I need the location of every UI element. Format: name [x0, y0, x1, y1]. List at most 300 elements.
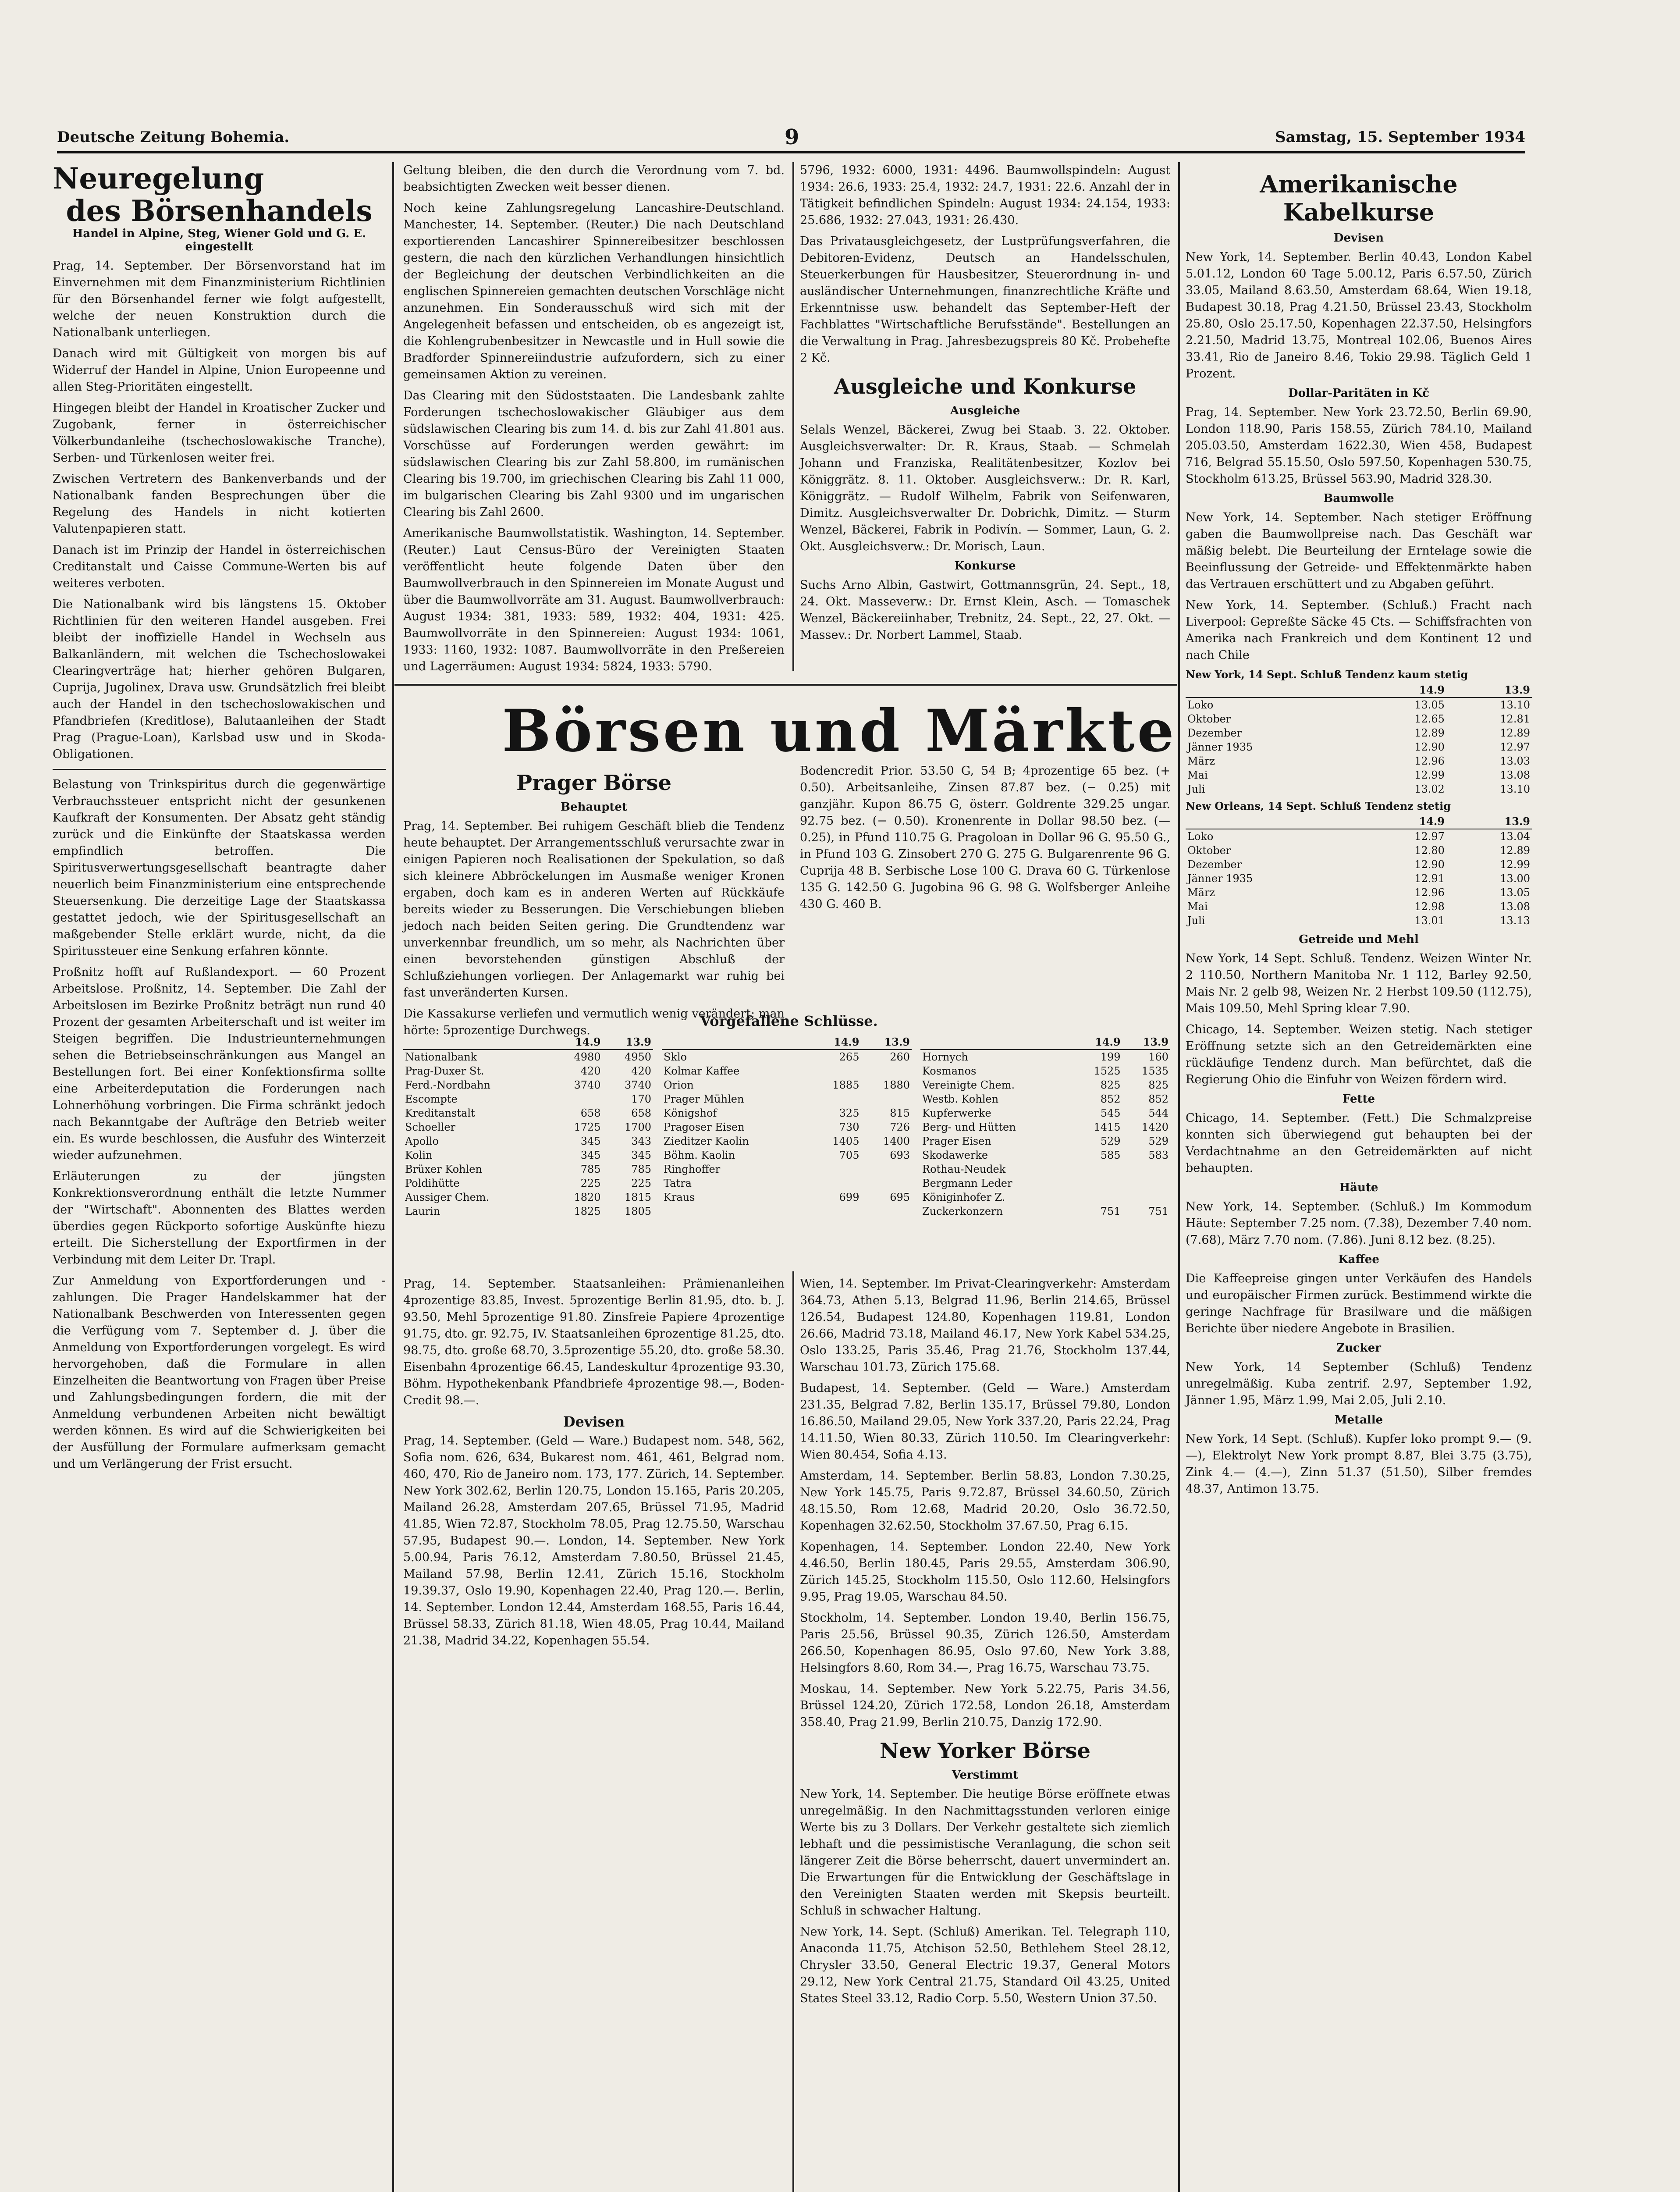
table-cell: 1420	[1141, 1121, 1169, 1133]
paragraph: Prag, 14. September. Staatsanleihen: Prämienanleihen 4prozentige 83.85, Invest. 5prozentige Berlin 81.95, dto. b. J. 93.50, Mehl 5prozentige 91.80. Zinsfreie Papiere 4prozentige 91.75, dto. gr. 92.75, IV. Staatsanleihen 6prozentige 81.25, dto. 98.75, dto. große 68.70, 3.5prozentige 55.20, dto. große 58.30. Eisenbahn 4prozentige 66.45, Landeskultur 4prozentige 93.30, Böhm. Hypothekenbank Pfandbriefe 4prozentige 98.—, Boden-Credit 98.—.	[403, 1277, 785, 1407]
table-row	[662, 1092, 912, 1106]
table-row	[403, 1190, 653, 1204]
table-header: 13.9	[603, 1035, 653, 1050]
table-row	[1186, 782, 1532, 796]
table-cell: Oktober	[1187, 844, 1231, 857]
table-cell: 1885	[832, 1079, 860, 1091]
table-cell: Berg- und Hütten	[922, 1121, 1016, 1133]
table-cell: 583	[1148, 1149, 1169, 1161]
table-cell: 12.98	[1414, 900, 1445, 913]
table-row	[920, 1134, 1170, 1148]
table-cell: 1700	[624, 1121, 651, 1133]
table-cell: 726	[890, 1121, 910, 1133]
paragraph: Prag, 14. September. New York 23.72.50, Berlin 69.90, London 118.90, Paris 158.55, Zürich 784.10, Mailand 205.03.50, Amsterdam 1622.30, Wien 458, Budapest 716, Belgrad 55.15.50, Oslo 597.50, Kopenhagen 530.75, Stockholm 613.25, Brüssel 563.90, Madrid 328.30.	[1186, 406, 1532, 486]
table-cell: 825	[1148, 1079, 1169, 1091]
table-row	[662, 1190, 912, 1204]
table-cell: 12.97	[1414, 830, 1445, 843]
table-cell: Kolin	[405, 1149, 433, 1161]
column-rule	[792, 1271, 794, 2192]
column-1	[53, 162, 386, 2192]
table-row	[403, 1120, 653, 1134]
table-cell: Ferd.-Nordbahn	[405, 1079, 490, 1091]
table-row	[1186, 858, 1532, 872]
section-rule	[394, 684, 1177, 686]
table-cell: 12.96	[1414, 886, 1445, 899]
table-cell: 12.89	[1414, 727, 1445, 739]
table-cell: 170	[631, 1093, 651, 1105]
table-cell: Hornych	[922, 1051, 968, 1063]
table-cell: 13.10	[1500, 783, 1530, 795]
table-cell: 345	[631, 1149, 651, 1161]
table-header: 14.9	[810, 1035, 861, 1050]
table-cell: 13.08	[1500, 769, 1530, 781]
kabelkurse-title: Amerikanische Kabelkurse	[1260, 170, 1458, 226]
table-cell: 12.97	[1500, 741, 1530, 753]
table-cell: 12.81	[1500, 713, 1530, 725]
table-cell: 529	[1100, 1135, 1121, 1147]
paragraph: Prag, 14. September. Bei ruhigem Geschäft blieb die Tendenz heute behauptet. Der Arrangementsschluß verursachte zwar in einigen Papieren noch Realisationen der Spekulation, so daß sich kleinere Abbröckelungen im Ausmaße weniger Kronen ergaben, doch kam es in anderen Werten auf Rückkäufe bereits wieder zu Besserungen. Die Verschiebungen blieben jedoch nach beiden Seiten gering. Die Grundtendenz war unverkennbar freundlich, um so mehr, als Nachrichten über einen bevorstehenden günstigen Abschluß der Schlußziehungen vorliegen. Der Anlagemarkt war ruhig bei fast unveränderten Kursen.	[403, 819, 785, 1000]
paragraph: Wien, 14. September. Im Privat-Clearingverkehr: Amsterdam 364.73, Athen 5.13, Belgrad 11.96, Berlin 214.65, Brüssel 126.54, Budapest 124.80, Kopenhagen 119.81, London 26.66, Madrid 73.18, Mailand 46.17, New York Kabel 534.25, Oslo 133.25, Paris 35.46, Prag 21.76, Stockholm 137.44, Warschau 101.73, Zürich 175.68.	[800, 1277, 1170, 1374]
table-cell: 705	[839, 1149, 860, 1161]
schluesse-section	[403, 1008, 1175, 1271]
table-cell: Königshof	[664, 1107, 717, 1119]
prager-boerse	[403, 763, 785, 1037]
table-row	[920, 1176, 1170, 1190]
table-cell: 1535	[1141, 1065, 1169, 1077]
table-cell: 1725	[574, 1121, 601, 1133]
table-cell: Kraus	[664, 1191, 695, 1203]
table-cell: Jänner 1935	[1187, 741, 1253, 753]
table-row	[1186, 754, 1532, 768]
getreide-subtitle: Getreide und Mehl	[1299, 933, 1419, 946]
table-row	[920, 1204, 1170, 1218]
table-cell: Brüxer Kohlen	[405, 1163, 482, 1175]
table-cell: 12.80	[1414, 844, 1445, 857]
table-row	[1186, 726, 1532, 740]
table-cell: 325	[839, 1107, 860, 1119]
table-row	[403, 1148, 653, 1162]
table-row	[403, 1078, 653, 1092]
paragraph: Chicago, 14. September. (Fett.) Die Schmalzpreise konnten sich überwiegend gut behaupten bei der Verdachtnahme an den Getreidemärkten auf nicht behaupten.	[1186, 1111, 1532, 1175]
table-row	[920, 1190, 1170, 1204]
table-cell: 658	[631, 1107, 651, 1119]
table-cell: Mai	[1187, 900, 1208, 913]
table-cell: 13.03	[1500, 755, 1530, 767]
table-cell: Vereinigte Chem.	[922, 1079, 1015, 1091]
table-row	[1186, 900, 1532, 914]
table-row	[920, 1092, 1170, 1106]
table-header: 14.9	[1074, 1035, 1122, 1050]
table-cell: Oktober	[1187, 713, 1231, 725]
table-cell: 12.96	[1414, 755, 1445, 767]
ny-boerse-title: New Yorker Börse	[879, 1739, 1091, 1763]
paragraph: Suchs Arno Albin, Gastwirt, Gottmannsgrün, 24. Sept., 18, 24. Okt. Masseverw.: Dr. Ernst Klein, Asch. — Tomaschek Wenzel, Bäckereiinhaber, Trebnitz, 24. Sept., 22, 27. Okt. — Massev.: Dr. Norbert Lammel, Staab.	[800, 578, 1170, 642]
paragraph: Die Kaffeepreise gingen unter Verkäufen des Handels und europäischer Firmen zurück. Bestimmend wirkte die geringe Nachfrage für Brasilware und die mäßigen Berichte über niedere Angebote in Brasilien.	[1186, 1272, 1532, 1335]
table-cell: 13.13	[1500, 915, 1530, 927]
paragraph: Amsterdam, 14. September. Berlin 58.83, London 7.30.25, New York 145.75, Paris 9.72.87, Brüssel 34.60.50, Zürich 48.15.50, Rom 12.68, Madrid 20.20, Oslo 36.72.50, Kopenhagen 32.62.50, Stockholm 37.67.50, Prag 6.15.	[800, 1469, 1170, 1533]
table-row	[920, 1050, 1170, 1064]
table-row	[920, 1078, 1170, 1092]
table-cell: 1820	[574, 1191, 601, 1203]
paragraph: Erläuterungen zu der jüngsten Konkrektionsverordnung enthält die letzte Nummer der "Wirtschaft". Abonnenten des Blattes werden überdies gegen Rückporto sofortige Auskünfte hiezu erteilt. Die Sicherstellung der Exportfirmen in der Verbindung mit dem Leiter Dr. Trapl.	[53, 1170, 386, 1267]
schluesse-table-mid	[662, 1035, 912, 1204]
table-header	[662, 1035, 810, 1050]
table-row	[920, 1064, 1170, 1078]
table-row	[1186, 843, 1532, 858]
table-row	[920, 1120, 1170, 1134]
table-cell: Kreditanstalt	[405, 1107, 475, 1119]
ausgleiche-subtitle: Ausgleiche	[950, 404, 1020, 417]
table-cell: Dezember	[1187, 858, 1242, 871]
paragraph: Zur Anmeldung von Exportforderungen und -zahlungen. Die Prager Handelskammer hat der Nationalbank Beschwerden von Interessenten gegen die Verfügung vom 7. September d. J. über die Anmeldung von Exportforderungen vorgelegt. Es wird hervorgehoben, daß die Formulare in allen Einzelheiten die Beantwortung von Fragen über Preise und Zahlungsbedingungen fordern, die mit der Anmeldung verbundenen Arbeiten nicht bewältigt werden können. Es wird auf die Schwierigkeiten bei der Ausfüllung der Formulare aufmerksam gemacht und um Verlängerung der Frist ersucht.	[53, 1274, 386, 1471]
table-cell: 544	[1148, 1107, 1169, 1119]
paragraph: Prag, 14. September. Der Börsenvorstand hat im Einvernehmen mit dem Finanzministerium Richtlinien für den Börsenhandel ferner wie folgt aufgestellt, welche der neuen Konstruktion durch die Nationalbank unterliegen.	[53, 259, 386, 339]
table-cell: 13.05	[1500, 886, 1530, 899]
zucker-subtitle: Zucker	[1336, 1342, 1381, 1355]
paragraph: New York, 14. September. Berlin 40.43, London Kabel 5.01.12, London 60 Tage 5.00.12, Paris 6.57.50, Zürich 33.05, Mailand 8.63.50, Amsterdam 68.64, Wien 19.18, Budapest 30.18, Prag 4.21.50, Brüssel 23.43, Stockholm 25.80, Oslo 25.17.50, Kopenhagen 22.37.50, Helsingfors 2.21.50, Madrid 13.75, Montreal 102.06, Buenos Aires 33.41, Rio de Janeiro 8.46, Tokio 29.98. Täglich Geld 1 Prozent.	[1186, 250, 1532, 381]
table-header: 13.9	[861, 1035, 912, 1050]
table-cell: 4980	[574, 1051, 601, 1063]
table-row	[662, 1148, 912, 1162]
table-cell: 12.90	[1414, 741, 1445, 753]
table-cell: 345	[580, 1135, 601, 1147]
table-row	[403, 1050, 653, 1064]
fette-subtitle: Fette	[1342, 1092, 1375, 1106]
table-cell: Bergmann Leder	[922, 1177, 1012, 1189]
paragraph: Budapest, 14. September. (Geld — Ware.) Amsterdam 231.35, Belgrad 7.82, Berlin 135.17, Brüssel 79.80, London 16.86.50, Mailand 29.05, New York 337.20, Paris 22.24, Prag 14.11.50, Wien 80.33, Zürich 110.50. Im Clearingverkehr: Wien 80.454, Sofia 4.13.	[800, 1381, 1170, 1462]
column-3-lower	[800, 1276, 1170, 2192]
table-cell: 785	[580, 1163, 601, 1175]
table-cell	[1074, 1162, 1122, 1176]
issue-date: Samstag, 15. September 1934	[1275, 128, 1525, 146]
table-cell	[1074, 1176, 1122, 1190]
table-cell: Skodawerke	[922, 1149, 988, 1161]
paragraph: New York, 14. September. Die heutige Börse eröffnete etwas unregelmäßig. In den Nachmittagsstunden verloren einige Werte bis zu 3 Dollars. Der Verkehr gestaltete sich ziemlich lebhaft und die pessimistische Veranlagung, die schon seit längerer Zeit die Börse beherrscht, dauert unvermindert an. Die Erwartungen für die Entwicklung der Geschäftslage in den Vereinigten Staaten werden mit Skepsis beurteilt. Schluß in schwacher Haltung.	[800, 1787, 1170, 1918]
table-cell: 1400	[883, 1135, 910, 1147]
paragraph: Selals Wenzel, Bäckerei, Zwug bei Staab. 3. 22. Oktober. Ausgleichsverwalter: Dr. R. Kraus, Staab. — Schmelah Johann und Franziska, Realitätenbesitzer, Kozlov bei Königgrätz. 8. 11. Oktober. Ausgleichsverw.: Dr. R. Karl, Königgrätz. — Rudolf Wilhelm, Fabrik von Seifenwaren, Dimitz. Ausgleichsverwalter Dr. Dobrichk, Dimitz. — Sturm Wenzel, Bäckerei, Fabrik in Podivín. — Sommer, Laun, G. 2. Okt. Ausgleichsverw.: Dr. Morisch, Laun.	[800, 423, 1170, 553]
article-title-line2: des Börsenhandels	[66, 194, 373, 228]
dollar-subtitle: Dollar-Paritäten in Kč	[1288, 387, 1429, 400]
paragraph: New York, 14 September (Schluß) Tendenz unregelmäßig. Kuba zentrif. 2.97, September 1.92, Jänner 1.95, März 1.99, Mai 2.05, Juli 2.10.	[1186, 1360, 1532, 1407]
table-cell: Jänner 1935	[1187, 872, 1253, 885]
table-cell: 545	[1100, 1107, 1121, 1119]
table-cell: 13.10	[1500, 699, 1530, 711]
baumwolle-subtitle: Baumwolle	[1323, 492, 1394, 505]
table-cell: Kosmanos	[922, 1065, 977, 1077]
section-title-boersen: Börsen und Märkte	[502, 697, 1177, 765]
table-cell: 1825	[574, 1205, 601, 1217]
table-cell: Prager Eisen	[922, 1135, 991, 1147]
paragraph: Prag, 14. September. (Geld — Ware.) Budapest nom. 548, 562, Sofia nom. 626, 634, Bukarest nom. 461, 461, Belgrad nom. 460, 470, Rio de Janeiro nom. 173, 177. Zürich, 14. September. New York 302.62, Berlin 120.75, London 15.165, Paris 20.205, Mailand 26.28, Amsterdam 207.65, Brüssel 71.95, Madrid 41.85, Wien 72.87, Stockholm 78.05, Prag 12.75.50, Warschau 57.95, Budapest 90.—. London, 14. September. New York 5.00.94, Paris 76.12, Amsterdam 7.80.50, Brüssel 21.45, Mailand 57.98, Berlin 12.41, Zürich 15.16, Stockholm 19.39.37, Oslo 19.90, Kopenhagen 22.40, Prag 120.—. Berlin, 14. September. London 12.44, Amsterdam 168.55, Paris 16.44, Brüssel 58.33, Zürich 81.18, Wien 48.05, Prag 10.44, Mailand 21.38, Madrid 34.22, Kopenhagen 55.54.	[403, 1434, 785, 1648]
table-cell	[861, 1092, 912, 1106]
table-cell: März	[1187, 886, 1215, 899]
table-cell: 529	[1148, 1135, 1169, 1147]
paragraph: Stockholm, 14. September. London 19.40, Berlin 156.75, Paris 25.56, Brüssel 90.35, Zürich 126.50, Amsterdam 266.50, Kopenhagen 86.95, Oslo 97.60, New York 3.88, Helsingfors 8.60, Rom 34.—, Prag 16.75, Warschau 73.75.	[800, 1611, 1170, 1675]
table1-title: New York, 14 Sept. Schluß Tendenz kaum stetig	[1186, 668, 1468, 681]
table-cell: Prager Mühlen	[664, 1093, 744, 1105]
table-row	[1186, 872, 1532, 886]
prager-boerse-sub: Behauptet	[561, 801, 627, 814]
table-cell: 815	[890, 1107, 910, 1119]
table-cell: 345	[580, 1149, 601, 1161]
column-rule	[792, 162, 794, 671]
paragraph: New York, 14. September. Nach stetiger Eröffnung gaben die Baumwollpreise nach. Das Geschäft war mäßig belebt. Die Beurteilung der Erntelage sowie die Beeinflussung der Getreide- und Effektenmärkte haben das Vertrauen erschüttert und zu Abgaben geführt.	[1186, 511, 1532, 591]
table-cell: 343	[631, 1135, 651, 1147]
ausgleiche-title: Ausgleiche und Konkurse	[834, 374, 1137, 399]
table-cell: 12.99	[1500, 858, 1530, 871]
column-3	[800, 162, 1170, 675]
ny-boerse-sub: Verstimmt	[952, 1769, 1019, 1782]
table-cell: 785	[631, 1163, 651, 1175]
table-cell: 13.08	[1500, 900, 1530, 913]
table-row	[403, 1092, 653, 1106]
table-cell: Zieditzer Kaolin	[664, 1135, 749, 1147]
paragraph: Die Kassakurse verliefen und vermutlich wenig verändert; man hörte: 5prozentige Durchwegs.	[403, 1007, 785, 1037]
table-row	[662, 1106, 912, 1120]
table-row	[403, 1204, 653, 1218]
table-cell: 225	[580, 1177, 601, 1189]
paragraph: Noch keine Zahlungsregelung Lancashire-Deutschland. Manchester, 14. September. (Reuter.) Die nach Deutschland exportierenden Lancashirer Spinnereibesitzer beschlossen gestern, die nach den kürzlichen Verhandlungen hinsichtlich der Begleichung der deutschen Verbindlichkeiten an die englischen Spinnereien gemachten deutschen Vorschläge nicht anzunehmen. Ein Sonderausschuß wird sich mit der Angelegenheit befassen und entscheiden, ob es angezeigt ist, die Kohlengrubenbesitzer in Newcastle und in Hull sowie die Bradforder Spinnereiindustrie aufzufordern, sich zu einer gemeinsamen Aktion zu vereinen.	[403, 201, 785, 381]
table-cell: Mai	[1187, 769, 1208, 781]
table-cell: 225	[631, 1177, 651, 1189]
paragraph: New York, 14 Sept. (Schluß). Kupfer loko prompt 9.— (9.—), Elektrolyt New York prompt 8.87, Blei 3.75 (3.75), Zink 4.— (4.—), Zinn 51.37 (51.50), Silber fremdes 48.37, Antimon 13.75.	[1186, 1432, 1532, 1496]
table-cell: Juli	[1187, 915, 1205, 927]
column-4	[1186, 162, 1532, 2192]
table-cell	[810, 1092, 861, 1106]
paragraph: Danach ist im Prinzip der Handel in österreichischen Creditanstalt und Caisse Commune-Werten bis auf weiteres verboten.	[53, 543, 386, 590]
page-number: 9	[785, 125, 799, 149]
table-cell: Juli	[1187, 783, 1205, 795]
table-cell: 13.04	[1500, 830, 1530, 843]
table-cell: 13.01	[1414, 915, 1445, 927]
paragraph: Geltung bleiben, die den durch die Verordnung vom 7. bd. beabsichtigten Zwecken weit besser dienen.	[403, 164, 785, 194]
table-cell: Böhm. Kaolin	[664, 1149, 735, 1161]
paragraph: Die Nationalbank wird bis längstens 15. Oktober Richtlinien für den weiteren Handel ausgeben. Frei bleibt der inoffizielle Handel in Wechseln aus Balkanländern, mit welchen die Tschechoslowakei Clearingverträge hat; hierher gehören Bulgaren, Cuprija, Jugolinex, Drava usw. Grundsätzlich frei bleibt auch der Handel in den tschechoslowakischen und Pfandbriefen (Kreditlose), Balutaanleihen der Stadt Prag (Prague-Loan), Karlsbad usw und in Skoda-Obligationen.	[53, 598, 386, 761]
table-row	[403, 1162, 653, 1176]
article-title-line1: Neuregelung	[53, 161, 264, 196]
table-row	[1186, 914, 1532, 928]
table-cell: Kolmar Kaffee	[664, 1065, 740, 1077]
paragraph: Proßnitz hofft auf Rußlandexport. — 60 Prozent Arbeitslose. Proßnitz, 14. September. Die Zahl der Arbeitslosen im Bezirke Proßnitz beträgt nun rund 40 Prozent der gesamten Arbeiterschaft und ist weiter im Steigen begriffen. Die Industrieunternehmungen sehen die Betriebseinschränkungen aus Mangel an Bestellungen fort. Bei einer Konfektionsfirma sollte eine Arbeiterdeputation die Forderungen nach Lohnerhöhung vorbringen. Die Firma schränkt jedoch nach Bekanntgabe der Aufträge den Betrieb weiter ein. Es wurde beschlossen, die Ausfuhr des Winterzeit wieder aufzunehmen.	[53, 965, 386, 1162]
table-cell: 1415	[1094, 1121, 1121, 1133]
devisen-title: Devisen	[563, 1413, 625, 1430]
table-cell	[861, 1176, 912, 1190]
section-divider	[53, 769, 386, 770]
table-row	[403, 1064, 653, 1078]
table-cell: Zuckerkonzern	[922, 1205, 1003, 1217]
paragraph: Hingegen bleibt der Handel in Kroatischer Zucker und Zugobank, ferner in österreichischer Völkerbundanleihe (tschechoslowakische Tranche), Serben- und Türkenlosen weiter frei.	[53, 401, 386, 465]
table-cell: 585	[1100, 1149, 1121, 1161]
table-header	[403, 1035, 552, 1050]
table-cell: 1805	[624, 1205, 651, 1217]
article-subtitle: Handel in Alpine, Steg, Wiener Gold und G. E. eingestellt	[72, 227, 366, 253]
table-cell: Nationalbank	[405, 1051, 477, 1063]
table-cell: Aussiger Chem.	[405, 1191, 490, 1203]
table-cell	[861, 1064, 912, 1078]
table-row	[403, 1106, 653, 1120]
table-row	[403, 1134, 653, 1148]
schluesse-title: Vorgefallene Schlüsse.	[700, 1013, 878, 1029]
schluesse-table-left	[403, 1035, 653, 1218]
table-cell	[1122, 1176, 1170, 1190]
table2-title: New Orleans, 14 Sept. Schluß Tendenz stetig	[1186, 800, 1451, 812]
table-cell: Poldihütte	[405, 1177, 460, 1189]
paragraph: Das Clearing mit den Südoststaaten. Die Landesbank zahlte Forderungen tschechoslowakischer Gläubiger aus dem südslawischen Clearing bis zum 14. d. bis zur Zahl 41.801 aus. Vorschüsse auf Forderungen werden gewährt: im südslawischen Clearing bis zur Zahl 58.800, im rumänischen Clearing bis 19.700, im griechischen Clearing bis Zahl 11 000, im bulgarischen Clearing bis Zahl 9300 und im ungarischen Clearing bis Zahl 2600.	[403, 389, 785, 519]
prager-boerse-title: Prager Börse	[516, 771, 672, 795]
table-cell: 199	[1100, 1051, 1121, 1063]
table-row	[662, 1078, 912, 1092]
column-2	[403, 162, 785, 675]
table-cell: Königinhofer Z.	[922, 1191, 1005, 1203]
table-cell: Escompte	[405, 1093, 458, 1105]
table-cell	[810, 1162, 861, 1176]
table-row	[662, 1134, 912, 1148]
table-cell: Ringhoffer	[664, 1163, 721, 1175]
table-cell: 658	[580, 1107, 601, 1119]
paragraph: New York, 14. September. (Schluß.) Fracht nach Liverpool: Gepreßte Säcke 45 Cts. — Schiffsfrachten von Amerika nach Frankreich und dem Kontinent 12 und nach Chile	[1186, 598, 1532, 662]
table-header: 13.9	[1446, 814, 1532, 829]
table-cell: Kupferwerke	[922, 1107, 991, 1119]
table-cell: Loko	[1187, 830, 1214, 843]
table-cell: Prag-Duxer St.	[405, 1065, 484, 1077]
table-cell	[810, 1064, 861, 1078]
table-row	[1186, 768, 1532, 782]
table-header: 13.9	[1122, 1035, 1170, 1050]
konkurse-subtitle: Konkurse	[954, 559, 1016, 573]
paragraph: Moskau, 14. September. New York 5.22.75, Paris 34.56, Brüssel 124.20, Zürich 172.58, London 26.18, Amsterdam 358.40, Prag 21.99, Berlin 210.75, Danzig 172.90.	[800, 1682, 1170, 1729]
table-cell: 852	[1100, 1093, 1121, 1105]
paragraph: Bodencredit Prior. 53.50 G, 54 B; 4prozentige 65 bez. (+ 0.50). Arbeitsanleihe, Zinsen 87.87 bez. (− 0.25) mit ganzjähr. Kupon 86.75 G, österr. Goldrente 329.25 ungar. 92.75 bez. (− 0.50). Kronenrente in Dollar 98.50 bez. (— 0.25), in Pfund 110.75 G. Pragoloan in Dollar 96 G. 95.50 G., in Pfund 103 G. Zinsobert 270 G. 275 G. Bulgarenrente 96 G. Cuprija 48 B. Serbische Lose 100 G. Drava 60 G. Türkenlose 135 G. 142.50 G. Jugobina 96 G. 98 G. Wolfsberger Anleihe 430 G. 460 B.	[800, 764, 1170, 911]
table-cell: 695	[890, 1191, 910, 1203]
paragraph: Das Privatausgleichgesetz, der Lustprüfungsverfahren, die Debitoren-Evidenz, Deutsch an Handelsschulen, Steuerkerbungen für Hausbesitzer, Steuerordnung in- und ausländischer Unternehmungen, finanzrechtliche Kräfte und Erkenntnisse usw. behandelt das September-Heft der Fachblattes "Wirtschaftliche Berufsstände". Bestellungen an die Verwaltung in Prag. Jahresbezugspreis 80 Kč. Probehefte 2 Kč.	[800, 235, 1170, 365]
table-cell: Loko	[1187, 699, 1214, 711]
schluesse-table-right	[920, 1035, 1170, 1218]
table-row	[1186, 697, 1532, 712]
table-header: 13.9	[1446, 683, 1532, 697]
table-cell: 13.02	[1414, 783, 1445, 795]
table-cell: Rothau-Neudek	[922, 1163, 1006, 1175]
table-cell: Westb. Kohlen	[922, 1093, 999, 1105]
table-header: 14.9	[1361, 814, 1446, 829]
table-cell	[1122, 1162, 1170, 1176]
table-cell: 751	[1100, 1205, 1121, 1217]
column-2-lower	[403, 1276, 785, 2192]
paragraph: New York, 14. September. (Schluß.) Im Kommodum Häute: September 7.25 nom. (7.38), Dezember 7.40 nom. (7.68), März 7.70 nom. (7.86). Juni 8.12 bez. (8.25).	[1186, 1200, 1532, 1247]
masthead	[57, 125, 1525, 153]
table-cell: 420	[631, 1065, 651, 1077]
table-row	[1186, 886, 1532, 900]
column-rule	[392, 162, 394, 2192]
table-row	[662, 1120, 912, 1134]
table-cell: 730	[839, 1121, 860, 1133]
table-row	[403, 1176, 653, 1190]
paragraph: Danach wird mit Gültigkeit von morgen bis auf Widerruf der Handel in Alpine, Union Europeenne und allen Steg-Prioritäten eingestellt.	[53, 347, 386, 394]
table-cell: 160	[1148, 1051, 1169, 1063]
paragraph: New York, 14. Sept. (Schluß) Amerikan. Tel. Telegraph 110, Anaconda 11.75, Atchison 52.50, Bethlehem Steel 28.12, Chrysler 33.50, General Electric 19.37, General Motors 29.12, New York Central 21.75, Standard Oil 43.25, United States Steel 33.12, Radio Corp. 5.50, Western Union 37.50.	[800, 1925, 1170, 2005]
table-row	[1186, 740, 1532, 754]
table-cell: Pragoser Eisen	[664, 1121, 745, 1133]
table-cell	[552, 1092, 602, 1106]
paragraph: Amerikanische Baumwollstatistik. Washington, 14. September. (Reuter.) Laut Census-Büro der Vereinigten Staaten veröffentlicht heute folgende Daten über den Baumwollverbrauch in den Spinnereien im Monate August und über die Baumwollvorräte am 31. August. Baumwollverbrauch: August 1934: 381, 1933: 589, 1932: 404, 1931: 425. Baumwollvorräte in den Spinnereien: August 1934: 1061, 1933: 1160, 1932: 1087. Baumwollvorräte in den Preßereien und Lagerräumen: August 1934: 5824, 1933: 5790.	[403, 527, 785, 673]
table-cell: 699	[839, 1191, 860, 1203]
table-cell: 3740	[574, 1079, 601, 1091]
table-cell: 12.89	[1500, 844, 1530, 857]
table-cell: 13.00	[1500, 872, 1530, 885]
table-cell: 1405	[832, 1135, 860, 1147]
paragraph: Zwischen Vertretern des Bankenverbands und der Nationalbank fanden Besprechungen über die Regelung des Handels in nicht kotierten Valutenpapieren statt.	[53, 472, 386, 536]
paper-name: Deutsche Zeitung Bohemia.	[57, 128, 290, 146]
table-cell: 12.65	[1414, 713, 1445, 725]
table-row	[920, 1106, 1170, 1120]
table-cell	[861, 1162, 912, 1176]
paragraph: New York, 14 Sept. Schluß. Tendenz. Weizen Winter Nr. 2 110.50, Northern Manitoba Nr. 1 112, Barley 92.50, Mais Nr. 2 gelb 98, Weizen Nr. 2 Herbst 109.50 (112.75), Mais 109.50, Mehl Spring klear 7.90.	[1186, 952, 1532, 1015]
table-cell: 1880	[883, 1079, 910, 1091]
table-cell: 852	[1148, 1093, 1169, 1105]
table-header	[1186, 814, 1361, 829]
paragraph: Belastung von Trinkspiritus durch die gegenwärtige Verbrauchssteuer entspricht nicht der gesunkenen Kaufkraft der Konsumenten. Der Absatz geht ständig zurück und die Einkünfte der Staatskassa werden empfindlich betroffen. Die Spiritusverwertungsgesellschaft beantragte daher neuerlich beim Finanzministerium eine entsprechende Steuersenkung. Die derzeitige Lage der Staatskassa gestattet jedoch, wie der Spiritusgesellschaft an maßgebender Stelle erklärt wurde, nicht, da die Spiritussteuer eine Senkung erfahren könnte.	[53, 778, 386, 958]
column-rule	[1178, 162, 1180, 2192]
table-header: 14.9	[1361, 683, 1446, 697]
table-cell	[1074, 1190, 1122, 1204]
devisen-subtitle: Devisen	[1333, 231, 1384, 245]
bodencredit-text	[800, 763, 1170, 1008]
table-cell: 260	[890, 1051, 910, 1063]
table-cell: 12.99	[1414, 769, 1445, 781]
table-cell: 12.89	[1500, 727, 1530, 739]
table-cell: Sklo	[664, 1051, 687, 1063]
table-cell: März	[1187, 755, 1215, 767]
table-cell: 12.90	[1414, 858, 1445, 871]
table-cell: 13.05	[1414, 699, 1445, 711]
table-row	[662, 1064, 912, 1078]
kaffee-subtitle: Kaffee	[1338, 1253, 1379, 1266]
table-cell: 1525	[1094, 1065, 1121, 1077]
table-row	[1186, 712, 1532, 726]
table-cell: Dezember	[1187, 727, 1242, 739]
paragraph: Chicago, 14. September. Weizen stetig. Nach stetiger Eröffnung setzte sich an den Getreidemärkten eine rückläufige Tendenz durch. Man befürchtet, daß die Regierung Ohio die Einfuhr von Weizen fördern wird.	[1186, 1023, 1532, 1086]
table-cell: 693	[890, 1149, 910, 1161]
table-row	[662, 1162, 912, 1176]
table-cell: Orion	[664, 1079, 694, 1091]
table-header	[1186, 683, 1361, 697]
table-header	[920, 1035, 1074, 1050]
table-cell: 751	[1148, 1205, 1169, 1217]
table-cell: 3740	[624, 1079, 651, 1091]
table-cell: 265	[839, 1051, 860, 1063]
cotton-table-neworleans	[1186, 814, 1532, 928]
paragraph: 5796, 1932: 6000, 1931: 4496. Baumwollspindeln: August 1934: 26.6, 1933: 25.4, 1932: 24.7, 1931: 22.6. Anzahl der in Tätigkeit befindlichen Spindeln: August 1934: 24.154, 1933: 25.686, 1932: 27.043, 1931: 26.430.	[800, 164, 1170, 227]
paragraph: Kopenhagen, 14. September. London 22.40, New York 4.46.50, Berlin 180.45, Paris 29.55, Amsterdam 306.90, Zürich 145.25, Stockholm 115.50, Oslo 112.60, Helsingfors 9.95, Prag 19.05, Warschau 84.50.	[800, 1540, 1170, 1604]
table-cell: Schoeller	[405, 1121, 456, 1133]
table-row	[662, 1050, 912, 1064]
table-cell: Apollo	[405, 1135, 439, 1147]
table-cell	[810, 1176, 861, 1190]
table-cell: 420	[580, 1065, 601, 1077]
table-cell: 1815	[624, 1191, 651, 1203]
table-cell: 4950	[624, 1051, 651, 1063]
table-row	[662, 1176, 912, 1190]
cotton-table-newyork	[1186, 683, 1532, 796]
table-cell: 12.91	[1414, 872, 1445, 885]
table-cell	[1122, 1190, 1170, 1204]
table-row	[1186, 829, 1532, 843]
table-row	[920, 1148, 1170, 1162]
metalle-subtitle: Metalle	[1334, 1413, 1383, 1427]
table-cell: Tatra	[664, 1177, 692, 1189]
table-cell: Laurin	[405, 1205, 440, 1217]
table-header: 14.9	[552, 1035, 602, 1050]
table-cell: 825	[1100, 1079, 1121, 1091]
